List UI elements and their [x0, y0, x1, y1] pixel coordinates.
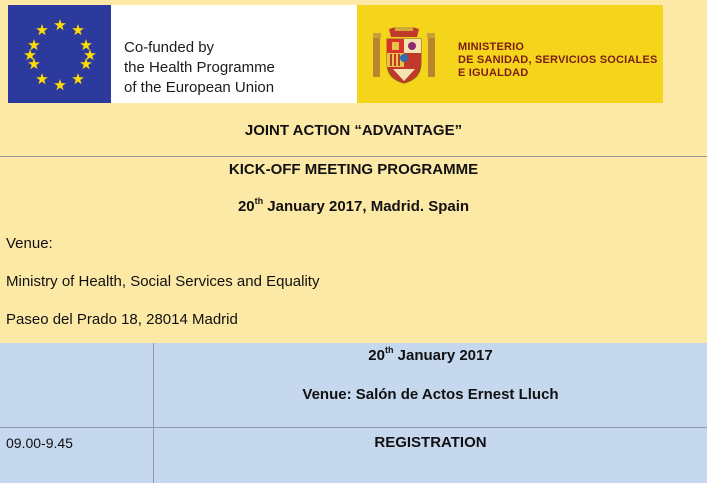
date-suffix: th [254, 196, 264, 206]
schedule-venue: Venue: Salón de Actos Ernest Lluch [302, 386, 559, 403]
row-divider [0, 427, 707, 428]
eu-cofunding-text [124, 38, 275, 98]
eu-text-line-3: of the European Union [124, 79, 275, 96]
programme-title: KICK-OFF MEETING PROGRAMME [228, 161, 479, 178]
venue-label: Venue: [6, 235, 53, 252]
schedule-day-header [154, 347, 707, 364]
table-row-activity: REGISTRATION [374, 434, 487, 451]
schedule-day: 20 [368, 347, 385, 364]
ministry-line-3: E IGUALDAD [458, 67, 529, 79]
meeting-info-section [0, 110, 707, 343]
ministry-name [458, 41, 658, 80]
schedule-day-rest: January 2017 [393, 347, 493, 364]
table-row-time: 09.00-9.45 [6, 435, 73, 451]
schedule-table [0, 343, 707, 483]
date-rest: January 2017, Madrid. Spain [263, 198, 470, 215]
meeting-date [0, 198, 707, 215]
venue-address: Paseo del Prado 18, 28014 Madrid [6, 311, 238, 328]
eu-text-line-2: the Health Programme [124, 59, 275, 76]
venue-name: Ministry of Health, Social Services and Equality [6, 273, 320, 290]
divider [0, 156, 707, 157]
column-divider [153, 343, 154, 483]
eu-text-line-1: Co-funded by [124, 39, 215, 56]
ministry-logo [357, 5, 663, 103]
spanish-coat-of-arms-icon [373, 27, 435, 90]
project-title: JOINT ACTION “ADVANTAGE” [244, 122, 463, 139]
date-day: 20 [237, 198, 255, 215]
logo-header [0, 0, 707, 110]
eu-flag-icon [8, 5, 111, 103]
eu-cofunding-box [111, 5, 357, 103]
schedule-day-suffix: th [384, 345, 394, 355]
ministry-line-2: DE SANIDAD, SERVICIOS SOCIALES [458, 54, 658, 66]
ministry-line-1: MINISTERIO [458, 41, 525, 53]
